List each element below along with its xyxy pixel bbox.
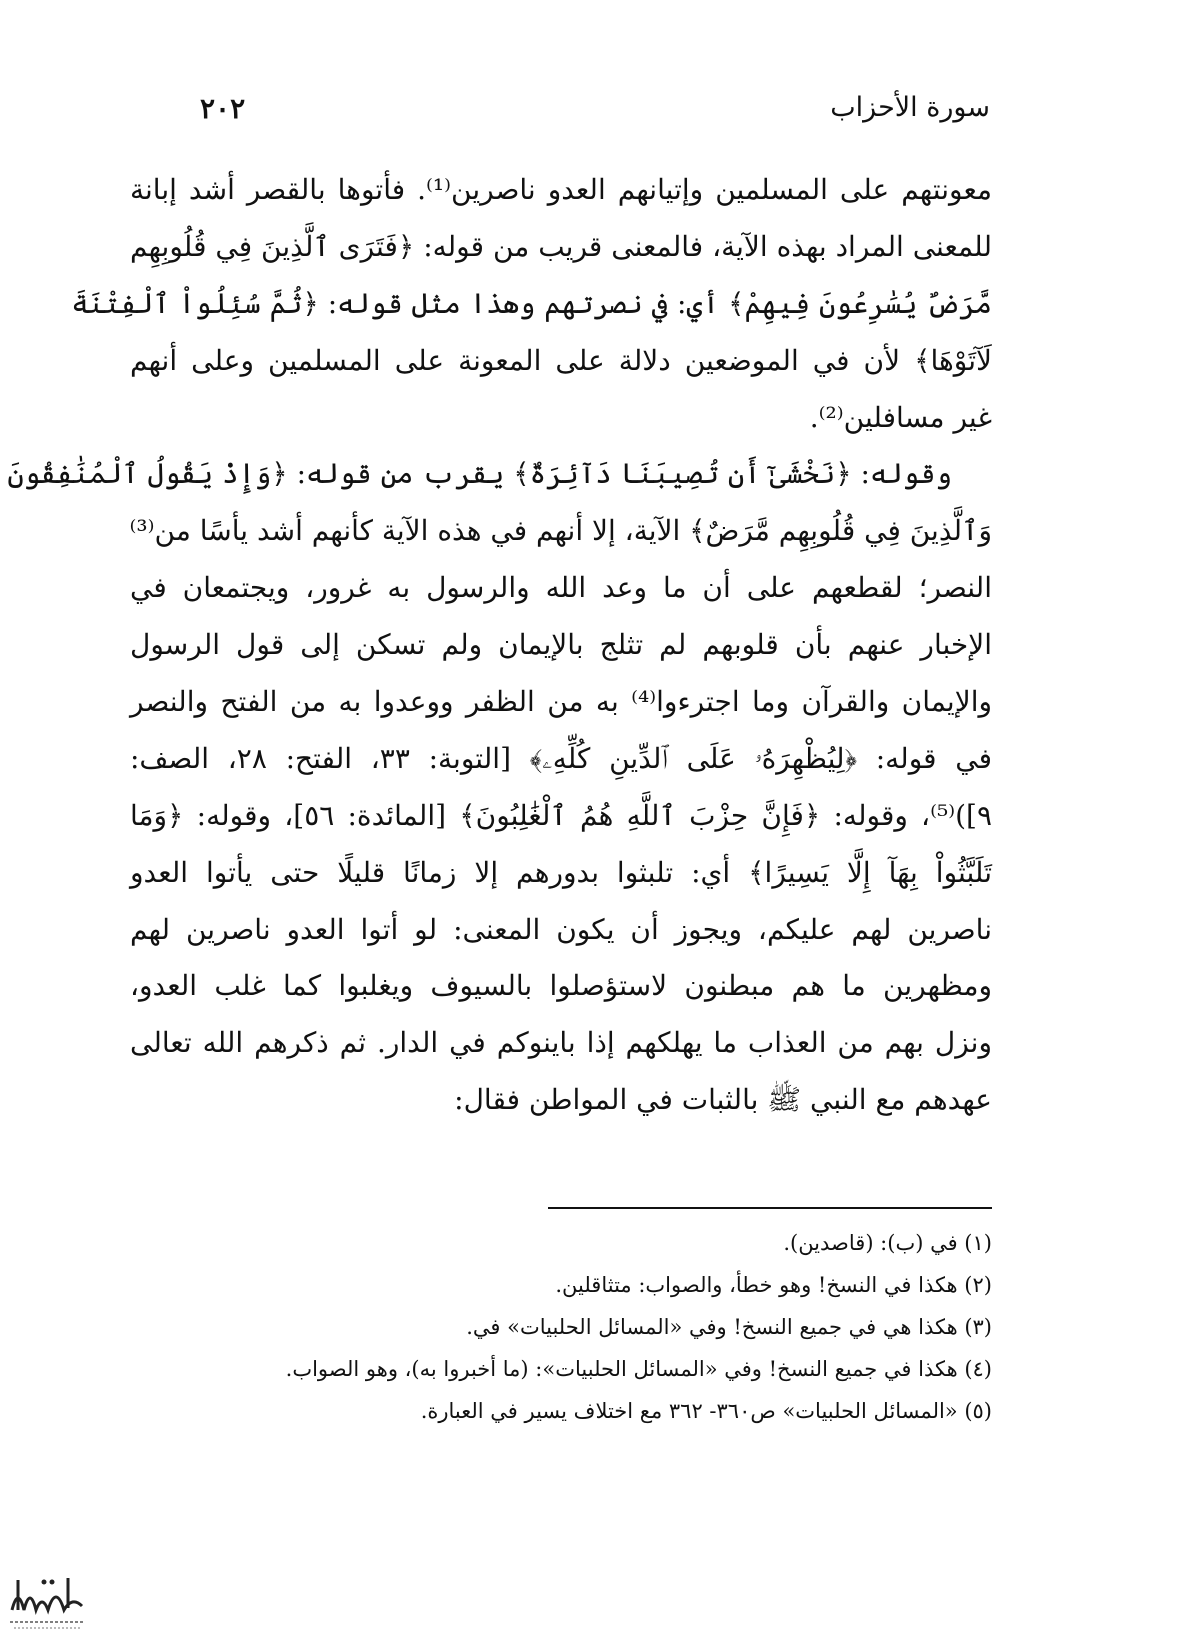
page-header xyxy=(200,92,990,132)
text-line: عهدهم مع النبي ﷺ بالثبات في المواطن فقال: xyxy=(454,1083,992,1117)
text-line: النصر؛ لقطعهم على أن ما وعد الله والرسول به غرور، ويجتمعان في xyxy=(130,571,992,605)
footnote: (١) في (ب): (قاصدين). xyxy=(783,1231,992,1255)
text-line: مَّرَضٌ يُسَٰرِعُونَ فِيهِمْ﴾ أي: في نصرتهم وهذا مثل قوله: ﴿ثُمَّ سُئِلُواْ ٱلْفِتْنَةَ xyxy=(71,286,992,320)
footnote: (٣) هكذا هي في جميع النسخ! وفي «المسائل الحلبيات» في. xyxy=(466,1315,992,1339)
page-number: ٢٠٢ xyxy=(200,92,246,125)
text-line: للمعنى المراد بهذه الآية، فالمعنى قريب من قوله: ﴿فَتَرَى ٱلَّذِينَ فِي قُلُوبِهِم xyxy=(130,229,992,263)
text-line: لَآتَوْهَا﴾ لأن في الموضعين دلالة على المعونة على المسلمين وعلى أنهم xyxy=(130,343,992,377)
text-line: وَٱلَّذِينَ فِي قُلُوبِهِم مَّرَضٌ﴾ الآية، إلا أنهم في هذه الآية كأنهم أشد يأسًا من⁽³⁾ xyxy=(129,514,992,548)
publisher-logo xyxy=(4,1566,90,1638)
running-title: سورة الأحزاب xyxy=(830,92,990,123)
footnote: (٢) هكذا في النسخ! وهو خطأ، والصواب: متثاقلين. xyxy=(555,1273,992,1297)
text-line: غير مسافلين⁽²⁾. xyxy=(809,400,992,434)
text-line: معونتهم على المسلمين وإتيانهم العدو ناصرين⁽¹⁾. فأتوها بالقصر أشد إبانة xyxy=(130,173,992,206)
main-text xyxy=(7,162,992,1129)
text-line: ومظهرين ما هم مبطنون لاستؤصلوا بالسيوف ويغلبوا كما غلب العدو، xyxy=(130,969,992,1003)
text-line: الإخبار عنهم بأن قلوبهم لم تثلج بالإيمان ولم تسكن إلى قول الرسول xyxy=(130,628,992,662)
text-line: ناصرين لهم عليكم، ويجوز أن يكون المعنى: لو أتوا العدو ناصرين لهم xyxy=(130,912,992,946)
text-line: ٩])⁽⁵⁾، وقوله: ﴿فَإِنَّ حِزْبَ ٱللَّهِ هُمُ ٱلْغَٰلِبُونَ﴾ [المائدة: ٥٦]، وقوله: ﴿وَمَا xyxy=(130,798,992,832)
footnote: (٤) هكذا في جميع النسخ! وفي «المسائل الحلبيات»: (ما أخبروا به)، وهو الصواب. xyxy=(285,1357,992,1381)
text-line: ونزل بهم من العذاب ما يهلكهم إذا باينوكم في الدار. ثم ذكرهم الله تعالى xyxy=(130,1026,992,1060)
text-line: تَلَبَّثُواْ بِهَآ إِلَّا يَسِيرًا﴾ أي: تلبثوا بدورهم إلا زمانًا قليلًا حتى يأتوا العدو xyxy=(130,855,992,889)
text-line: والإيمان والقرآن وما اجترءوا⁽⁴⁾ به من الظفر ووعدوا به من الفتح والنصر xyxy=(130,685,992,719)
text-line: وقوله: ﴿نَخْشَىٰٓ أَن تُصِيبَنَا دَآئِرَةٌ﴾ يقرب من قوله: ﴿وَإِذْ يَقُولُ ٱلْمُنَٰفِقُونَ xyxy=(7,457,952,491)
footnote-separator xyxy=(548,1207,992,1209)
footnotes xyxy=(100,1222,992,1432)
footnote: (٥) «المسائل الحلبيات» ص٣٦٠- ٣٦٢ مع اختلاف يسير في العبارة. xyxy=(420,1399,992,1423)
text-line: في قوله: ﴿لِيُظْهِرَهُۥ عَلَى ٱلدِّينِ كُلِّهِۦ﴾ [التوبة: ٣٣، الفتح: ٢٨، الصف: xyxy=(130,741,992,775)
